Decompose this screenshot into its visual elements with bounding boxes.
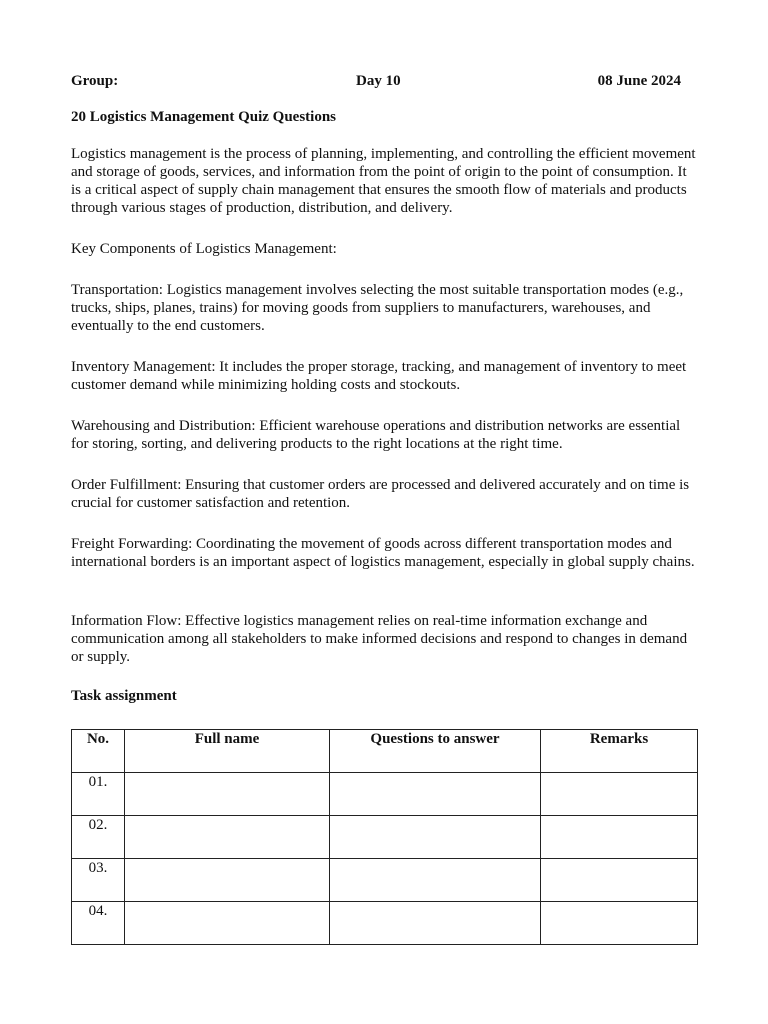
column-header-questions: Questions to answer (330, 730, 541, 773)
day-label: Day 10 (356, 73, 401, 89)
remarks-cell[interactable] (541, 773, 698, 816)
date-label: 08 June 2024 (597, 73, 681, 89)
component-order-fulfillment: Order Fulfillment: Ensuring that customer orders are processed and delivered accurately and on time is crucial for customer satisfaction and retention. (71, 477, 690, 511)
questions-cell[interactable] (330, 773, 541, 816)
document-header (71, 73, 697, 93)
remarks-cell[interactable] (541, 902, 698, 945)
row-number: 02. (72, 816, 125, 859)
component-information-flow: Information Flow: Effective logistics management relies on real-time information exchange and communication among all stakeholders to make informed decisions and respond to changes in demand or supply. (71, 613, 688, 665)
questions-cell[interactable] (330, 859, 541, 902)
document-title: 20 Logistics Management Quiz Questions (71, 109, 336, 125)
task-assignment-heading: Task assignment (71, 688, 177, 704)
component-warehousing: Warehousing and Distribution: Efficient warehouse operations and distribution networks are essential for storing, sorting, and delivering products to the right locations at the right time. (71, 418, 681, 452)
questions-cell[interactable] (330, 816, 541, 859)
row-number: 01. (72, 773, 125, 816)
remarks-cell[interactable] (541, 816, 698, 859)
column-header-full-name: Full name (125, 730, 330, 773)
task-assignment-table (71, 729, 698, 945)
table-row (72, 773, 698, 816)
full-name-cell[interactable] (125, 859, 330, 902)
row-number: 04. (72, 902, 125, 945)
table-row (72, 816, 698, 859)
group-label: Group: (71, 73, 119, 89)
component-inventory: Inventory Management: It includes the proper storage, tracking, and management of inventory to meet customer demand while minimizing holding costs and stockouts. (71, 359, 687, 393)
column-header-no: No. (72, 730, 125, 773)
remarks-cell[interactable] (541, 859, 698, 902)
table-header-row (72, 730, 698, 773)
intro-paragraph: Logistics management is the process of planning, implementing, and controlling the efficient movement and storage of goods, services, and information from the point of origin to the point of consumption. It is a critical aspect of supply chain management that ensures the smooth flow of materials and products through various stages of production, distribution, and delivery. (71, 146, 696, 216)
questions-cell[interactable] (330, 902, 541, 945)
component-freight-forwarding: Freight Forwarding: Coordinating the movement of goods across different transportation modes and international borders is an important aspect of logistics management, especially in global supply chains. (71, 536, 695, 570)
key-components-heading: Key Components of Logistics Management: (71, 241, 337, 257)
full-name-cell[interactable] (125, 816, 330, 859)
table-row (72, 902, 698, 945)
column-header-remarks: Remarks (541, 730, 698, 773)
full-name-cell[interactable] (125, 902, 330, 945)
row-number: 03. (72, 859, 125, 902)
component-transportation: Transportation: Logistics management involves selecting the most suitable transportation modes (e.g., trucks, ships, planes, trains) for moving goods from suppliers to manufacturers, warehouses, and eventually to the end customers. (71, 282, 684, 334)
table-row (72, 859, 698, 902)
full-name-cell[interactable] (125, 773, 330, 816)
